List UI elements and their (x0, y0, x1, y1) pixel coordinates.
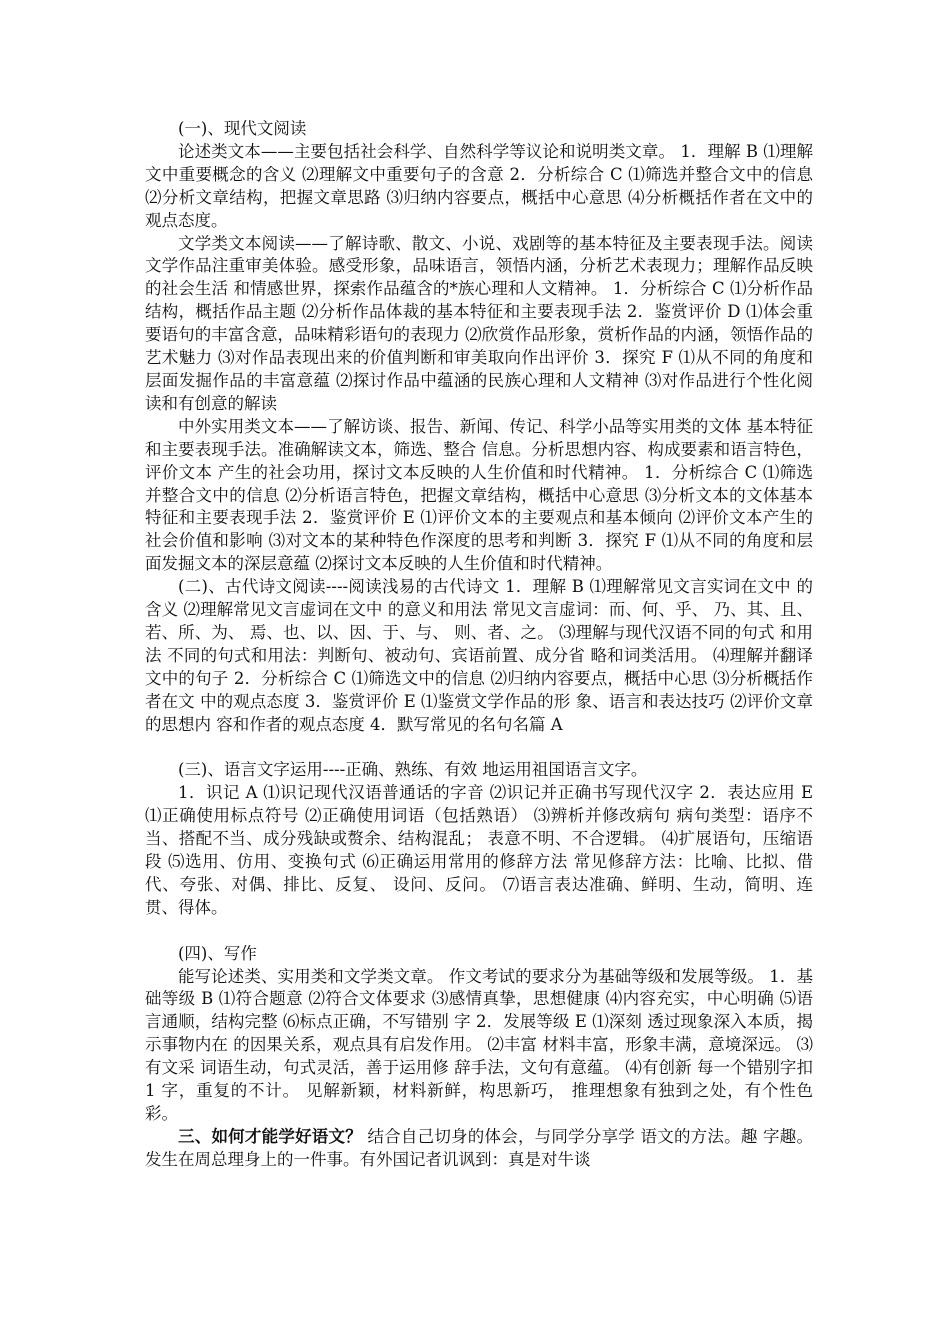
paragraph-language-use: 1．识记 A ⑴识记现代汉语普通话的字音 ⑵识记并正确书写现代汉字 2．表达应用 E ⑴正确使用标点符号 ⑵正确使用词语（包括熟语） ⑶辨析并修改病句 病句类型：语序不当、搭配不当、成分残缺或赘余、结构混乱； 表意不明、不合逻辑。 ⑷扩展语句，压缩语段 ⑸选用、仿用、变换句式 ⑹正确运用常用的修辞方法 常见修辞方法：比喻、比拟、借代、夸张、对偶、排比、反复、 设问、反问。 ⑺语言表达准确、鲜明、生动，简明、连贯、得体。 (145, 783, 813, 917)
paragraph-literary-text: 文学类文本阅读——了解诗歌、散文、小说、戏剧等的基本特征及主要表现手法。阅读文学作品注重审美体验。感受形象，品味语言，领悟内涵，分析艺术表现力；理解作品反映的社会生活 和情感世界，探索作品蕴含的*族心理和人文精神。 1．分析综合 C ⑴分析作品结构，概括作品主题 ⑵分析作品体裁的基本特征和主要表现手法 2．鉴赏评价 D ⑴体会重要语句的丰富含意，品味精彩语句的表现力 ⑵欣赏作品形象，赏析作品的内涵，领悟作品的艺术魅力 ⑶对作品表现出来的价值判断和审美取向作出评价 3．探究 F ⑴从不同的角度和层面发掘作品的丰富意蕴 ⑵探讨作品中蕴涵的民族心理和人文精神 ⑶对作品进行个性化阅读和有创意的解读 (145, 233, 813, 413)
paragraph-practical-text: 中外实用类文本——了解访谈、报告、新闻、传记、科学小品等实用类的文体 基本特征和主要表现手法。准确解读文本，筛选、整合 信息。分析思想内容、构成要素和语言特色，评价文本 产生的社会功用，探讨文本反映的人生价值和时代精神。 1．分析综合 C ⑴筛选并整合文中的信息 ⑵分析语言特色，把握文章结构，概括中心意思 ⑶分析文本的文体基本特征和主要表现手法 2．鉴赏评价 E ⑴评价文本的主要观点和基本倾向 ⑵评价文本产生的社会价值和影响 ⑶对文本的某种特色作深度的思考和判断 3．探究 F ⑴从不同的角度和层面发掘文本的深层意蕴 ⑵探讨文本反映的人生价值和时代精神。 (145, 416, 813, 574)
paragraph-writing: 能写论述类、实用类和文学类文章。 作文考试的要求分为基础等级和发展等级。 1．基础等级 B ⑴符合题意 ⑵符合文体要求 ⑶感情真挚，思想健康 ⑷内容充实，中心明确 ⑸语言通顺，结构完整 ⑹标点正确，不写错别 字 2．发展等级 E ⑴深刻 透过现象深入本质，揭示事物内在 的因果关系，观点具有启发作用。 ⑵丰富 材料丰富，形象丰满，意境深远。 ⑶有文采 词语生动，句式灵活，善于运用修 辞手法，文句有意蕴。 ⑷有创新 每一个错别字扣 1 字，重复的不计。 见解新颖，材料新鲜，构思新巧， 推理想象有独到之处，有个性色彩。 (145, 966, 813, 1123)
blank-line (145, 736, 813, 759)
heading-modern-reading: (一)、现代文阅读 (178, 119, 307, 138)
paragraph-classical-reading: (二)、古代诗文阅读----阅读浅易的古代诗文 1．理解 B ⑴理解常见文言实词在文中 的含义 ⑵理解常见文言虚词在文中 的意义和用法 常见文言虚词：而、何、乎、 乃、其、且、若、所、为、 焉、也、以、因、于、与、 则、者、之。 ⑶理解与现代汉语不同的句式 和用法 不同的句式和用法：判断句、被动句、宾语前置、成分省 略和词类活用。 ⑷理解并翻译文中的句子 2．分析综合 C ⑴筛选文中的信息 ⑵归纳内容要点，概括中心思 ⑶分析概括作者在文 中的观点态度 3．鉴赏评价 E ⑴鉴赏文学作品的形 象、语言和表达技巧 ⑵评价文章的思想内 容和作者的观点态度 4．默写常见的名句名篇 A (145, 577, 813, 734)
heading-language-use: (三)、语言文字运用----正确、熟练、有效 地运用祖国语言文字。 (178, 760, 648, 780)
document-page (145, 118, 813, 1172)
paragraph-how-to-learn (145, 1126, 813, 1172)
blank-line (145, 920, 813, 943)
heading-how-to-learn: 三、如何才能学好语文？ (178, 1126, 362, 1146)
paragraph-how-to-learn-text: 结合自己切身的体会，与同学分享学 语文的方法。趣 字趣。 发生在周总理身上的一件事。有外国记者讥讽到：真是对牛谈 (145, 1126, 813, 1169)
heading-writing: (四)、写作 (178, 943, 257, 963)
paragraph-argumentative-text: 论述类文本——主要包括社会科学、自然科学等议论和说明类文章。 1．理解 B ⑴理解文中重要概念的含义 ⑵理解文中重要句子的含意 2．分析综合 C ⑴筛选并整合文中的信息 ⑵分析文章结构，把握文章思路 ⑶归纳内容要点，概括中心意思 ⑷分析概括作者在文中的观点态度。 (145, 141, 813, 230)
